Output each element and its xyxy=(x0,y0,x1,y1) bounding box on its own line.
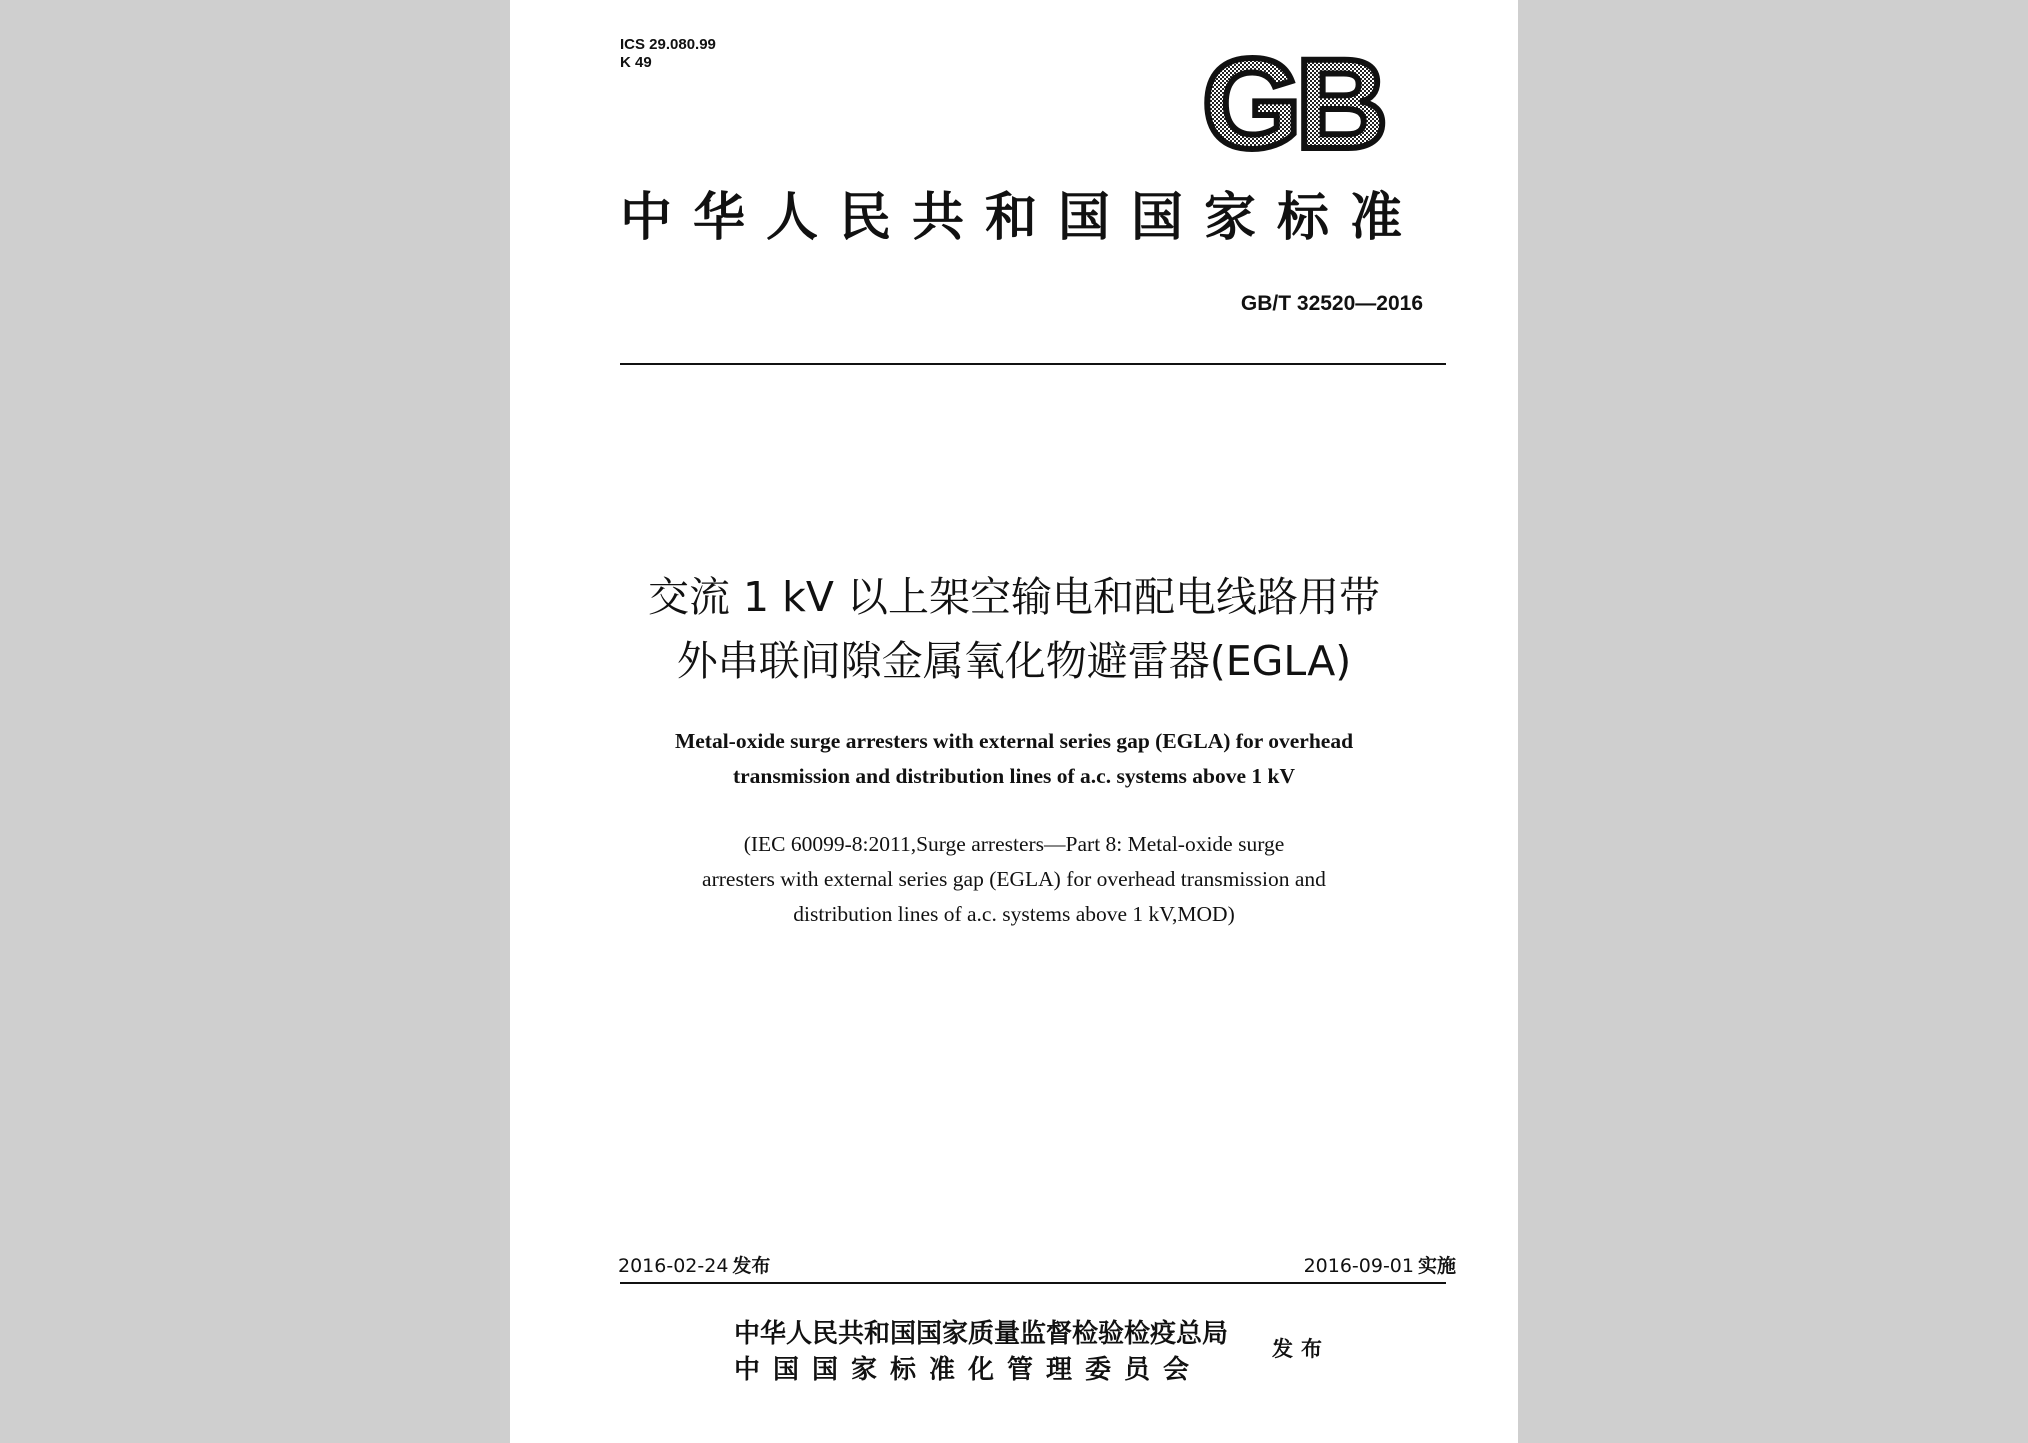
ccs-code: K 49 xyxy=(620,54,652,71)
document-page xyxy=(510,0,1518,1443)
issue-label: 发布 xyxy=(732,1255,771,1277)
issue-date-block xyxy=(618,1254,770,1278)
implementation-label: 实施 xyxy=(1417,1255,1456,1277)
footer-divider xyxy=(620,1282,1446,1284)
iec-reference-line-1: (IEC 60099-8:2011,Surge arresters—Part 8: Metal-oxide surge xyxy=(743,832,1285,856)
iec-reference xyxy=(550,827,1478,932)
chinese-title xyxy=(550,565,1478,693)
gb-logo xyxy=(1192,50,1392,160)
publisher-line-1: 中华人民共和国国家质量监督检验检疫总局 xyxy=(734,1319,1229,1349)
english-title xyxy=(550,724,1478,794)
gb-logo-text: GB xyxy=(1202,50,1382,160)
ics-code: ICS 29.080.99 xyxy=(620,36,716,53)
publisher-line-2: 中国国家标准化管理委员会 xyxy=(734,1355,1203,1385)
english-title-line-1: Metal-oxide surge arresters with external series gap (EGLA) for overhead xyxy=(674,729,1354,753)
header-divider xyxy=(620,363,1446,365)
publisher-block xyxy=(734,1316,1228,1388)
classification-block xyxy=(620,36,716,72)
publish-action: 发布 xyxy=(1272,1337,1330,1361)
iec-reference-line-3: distribution lines of a.c. systems above 1 kV,MOD) xyxy=(793,902,1235,926)
issue-date: 2016-02-24 xyxy=(618,1255,729,1277)
implementation-date: 2016-09-01 xyxy=(1303,1255,1414,1277)
standard-org-title: 中华人民共和国国家标准 xyxy=(620,188,1424,248)
implementation-date-block xyxy=(1304,1254,1456,1278)
standard-code: GB/T 32520—2016 xyxy=(1240,292,1423,315)
chinese-title-line-2: 外串联间隙金属氧化物避雷器(EGLA) xyxy=(676,637,1352,685)
iec-reference-line-2: arresters with external series gap (EGLA) for overhead transmission and xyxy=(702,867,1326,891)
chinese-title-line-1: 交流 1 kV 以上架空输电和配电线路用带 xyxy=(648,573,1380,621)
english-title-line-2: transmission and distribution lines of a.c. systems above 1 kV xyxy=(732,764,1296,788)
